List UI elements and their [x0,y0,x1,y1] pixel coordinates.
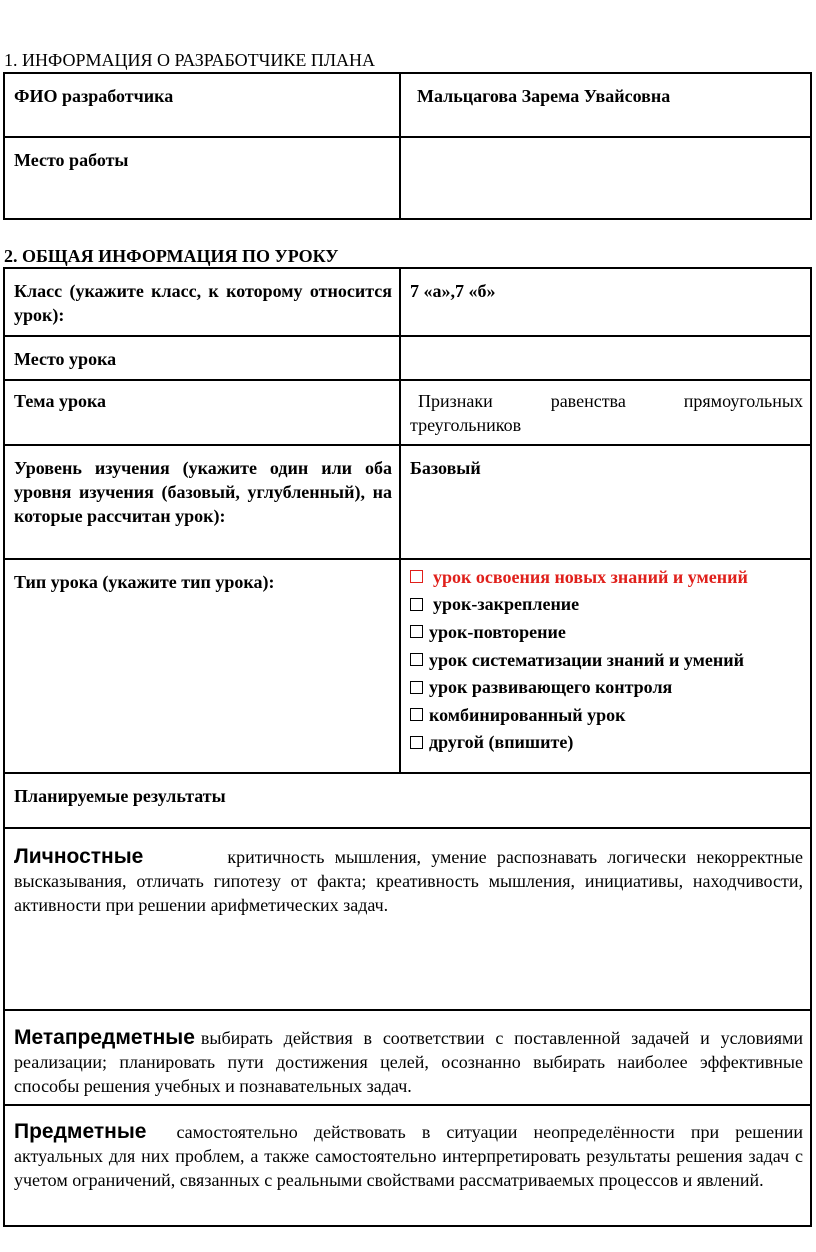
subject-results-text: самостоятельно действовать в ситуации неопределённости при решении актуальных для них проблем, а также самостоятельно интерпретировать результаты решения задач с учетом ограничений, связанных с реальными свойствами рассматриваемых процессов и явлений. [14,1122,803,1190]
class-row [4,268,811,336]
results-row [4,773,811,828]
checkbox-empty-icon [410,598,423,611]
checkbox-empty-icon [410,625,423,638]
option-label: урок-закрепление [433,594,580,615]
option-systematization [410,646,803,674]
subject-results-row [4,1105,811,1226]
checkbox-empty-icon [410,653,423,666]
level-row [4,445,811,559]
option-label: урок-повторение [429,621,566,642]
class-label: Класс (укажите класс, к которому относится урок): [4,268,400,336]
option-label: урок систематизации знаний и умений [429,649,745,670]
option-label: урок освоения новых знаний и умений [433,566,748,587]
workplace-value [400,137,811,219]
place-row [4,336,811,380]
results-label: Планируемые результаты [4,773,811,828]
option-other [410,729,803,757]
checkbox-empty-icon [410,681,423,694]
meta-results-row [4,1010,811,1105]
level-label: Уровень изучения (укажите один или оба уровня изучения (базовый, углубленный), на которые рассчитан урок): [4,445,400,559]
option-label: комбинированный урок [429,704,626,725]
meta-results-cell [4,1010,811,1105]
option-label: урок развивающего контроля [429,677,673,698]
option-repetition [410,618,803,646]
section2-heading: 2. ОБЩАЯ ИНФОРМАЦИЯ ПО УРОКУ [4,246,339,266]
meta-results-title: Метапредметные [14,1026,195,1049]
checkbox-empty-icon [410,708,423,721]
personal-results-cell [4,828,811,1010]
section1-heading: 1. ИНФОРМАЦИЯ О РАЗРАБОТЧИКЕ ПЛАНА [4,50,376,70]
class-value: 7 «а»,7 «б» [400,268,811,336]
topic-text: Признаки равенства прямоугольных треугольников [410,391,803,435]
checkbox-empty-icon [410,570,423,583]
lesson-type-label: Тип урока (укажите тип урока): [4,559,400,773]
option-control [410,673,803,701]
topic-label: Тема урока [4,380,400,445]
place-value [400,336,811,380]
option-label: другой (впишите) [429,732,574,753]
option-consolidation [410,591,803,619]
subject-results-title: Предметные [14,1120,147,1143]
workplace-label: Место работы [4,137,400,219]
developer-name-label: ФИО разработчика [4,73,400,137]
place-label: Место урока [4,336,400,380]
personal-results-row [4,828,811,1010]
option-new-knowledge [410,563,803,591]
subject-results-cell [4,1105,811,1226]
topic-value [400,380,811,445]
lesson-type-options [400,559,811,773]
lesson-info-table [3,267,812,1227]
lesson-type-row [4,559,811,773]
personal-results-title: Личностные [14,845,144,868]
developer-info-table [3,72,812,220]
developer-name-value: Мальцагова Зарема Увайсовна [400,73,811,137]
developer-name-row [4,73,811,137]
checkbox-empty-icon [410,736,423,749]
topic-row [4,380,811,445]
option-combined [410,701,803,729]
meta-results-text: выбирать действия в соответствии с поставленной задачей и условиями реализации; планировать пути достижения целей, осознанно выбирать наиболее эффективные способы решения учебных и познавательных задач. [14,1028,803,1096]
workplace-row [4,137,811,219]
level-value: Базовый [400,445,811,559]
personal-results-text: критичность мышления, умение распознавать логически некорректные высказывания, отличать гипотезу от факта; креативность мышления, инициативы, находчивости, активности при решении арифметических задач. [14,847,803,915]
